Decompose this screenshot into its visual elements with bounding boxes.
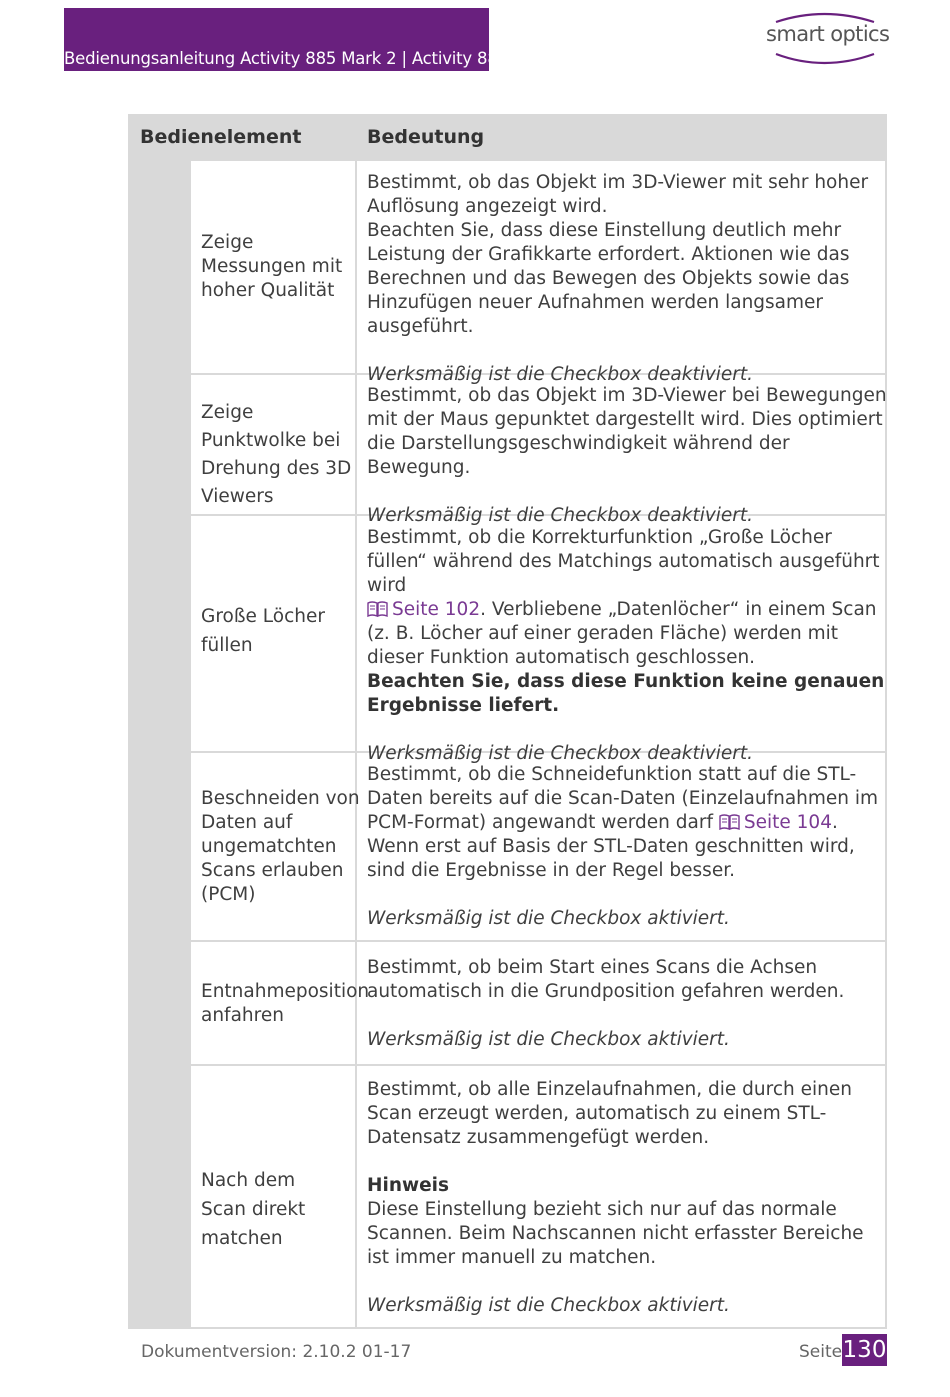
default-note: Werksmäßig ist die Checkbox aktiviert. bbox=[367, 1029, 730, 1050]
table-row bbox=[191, 375, 887, 526]
default-note: Werksmäßig ist die Checkbox deaktiviert. bbox=[367, 505, 754, 526]
table-row bbox=[191, 942, 887, 1066]
table-row bbox=[191, 753, 887, 942]
document-title: Bedienungsanleitung Activity 885 Mark 2 | Activity 888 bbox=[64, 49, 508, 68]
table-row bbox=[191, 161, 887, 385]
document-version: Dokumentversion: 2.10.2 01-17 bbox=[141, 1342, 412, 1362]
page-link-text[interactable]: Seite 104 bbox=[743, 812, 832, 833]
setting-name: Große Löcher füllen bbox=[201, 606, 325, 656]
page-link-text[interactable]: Seite 102 bbox=[392, 599, 481, 620]
header-bedienelement: Bedienelement bbox=[140, 126, 302, 148]
setting-description bbox=[367, 526, 887, 766]
setting-description bbox=[367, 1078, 887, 1318]
book-icon bbox=[719, 814, 740, 830]
table-row bbox=[191, 516, 887, 764]
default-note: Werksmäßig ist die Checkbox deaktiviert. bbox=[367, 743, 754, 764]
description-text: Bestimmt, ob das Objekt im 3D-Viewer mit sehr hoher Auflösung angezeigt wird. bbox=[367, 172, 869, 217]
setting-name: Beschneiden von Daten auf ungematchten Scans erlauben (PCM) bbox=[201, 788, 360, 905]
setting-name: Zeige Punktwolke bei Drehung des 3D Viewers bbox=[201, 402, 352, 507]
smart-optics-logo bbox=[762, 10, 890, 68]
description-text: . Verbliebene „Datenlöcher“ in einem Scan (z. B. Löcher auf einer geraden Fläche) werden mit dieser Funktion automatisch geschlossen. bbox=[367, 599, 877, 668]
setting-name: Zeige Messungen mit hoher Qualität bbox=[201, 232, 343, 301]
description-text: Bestimmt, ob alle Einzelaufnahmen, die durch einen Scan erzeugt werden, automatisch zu einem STL-Datensatz zusammengefügt werden. bbox=[367, 1079, 852, 1148]
table-indent-column bbox=[128, 161, 191, 1329]
book-icon bbox=[367, 601, 388, 617]
hint-title: Hinweis bbox=[367, 1175, 449, 1196]
description-text: Bestimmt, ob das Objekt im 3D-Viewer bei Bewegungen mit der Maus gepunktet dargestellt wird. Dies optimiert die Darstellungsgeschwindigkeit während der Bewegung. bbox=[367, 385, 887, 478]
description-text: Wenn erst auf Basis der STL-Daten geschnitten wird, sind die Ergebnisse in der Regel besser. bbox=[367, 836, 855, 881]
setting-description bbox=[367, 384, 887, 528]
description-text: Bestimmt, ob die Korrekturfunktion „Große Löcher füllen“ während des Matchings automatisch ausgeführt wird bbox=[367, 527, 880, 596]
description-text: Bestimmt, ob beim Start eines Scans die Achsen automatisch in die Grundposition gefahren werden. bbox=[367, 957, 845, 1002]
description-text: Bestimmt, ob die Schneidefunktion statt auf die STL-Daten bereits auf die Scan-Daten (Einzelaufnahmen im PCM-Format) angewandt werden darf bbox=[367, 764, 879, 833]
page-label: Seite bbox=[799, 1342, 843, 1362]
table-row bbox=[191, 1066, 887, 1329]
description-text: . bbox=[831, 812, 838, 833]
setting-name: Entnahmeposition anfahren bbox=[201, 981, 370, 1026]
default-note: Werksmäßig ist die Checkbox aktiviert. bbox=[367, 1295, 730, 1316]
setting-name: Nach dem Scan direkt matchen bbox=[201, 1170, 306, 1249]
default-note: Werksmäßig ist die Checkbox aktiviert. bbox=[367, 908, 730, 929]
setting-description bbox=[367, 956, 887, 1052]
page-link-104[interactable] bbox=[719, 812, 832, 833]
setting-description bbox=[367, 763, 887, 931]
logo-text: smart optics bbox=[766, 22, 890, 46]
warning-text: Beachten Sie, dass diese Funktion keine genauen Ergebnisse liefert. bbox=[367, 671, 885, 716]
hint-text: Diese Einstellung bezieht sich nur auf das normale Scannen. Beim Nachscannen nicht erfasster Bereiche ist immer manuell zu matchen. bbox=[367, 1199, 864, 1268]
default-note: Werksmäßig ist die Checkbox deaktiviert. bbox=[367, 364, 754, 385]
description-text bbox=[367, 763, 887, 835]
description-text bbox=[367, 526, 887, 670]
setting-description bbox=[367, 171, 887, 387]
page-number: 130 bbox=[842, 1334, 887, 1366]
header-bedeutung: Bedeutung bbox=[367, 126, 485, 148]
description-text: Beachten Sie, dass diese Einstellung deutlich mehr Leistung der Grafikkarte erfordert. Aktionen wie das Berechnen und das Bewegen des Objekts sowie das Hinzufügen neuer Aufnahmen werden langsamer ausgeführt. bbox=[367, 220, 850, 337]
settings-table bbox=[128, 114, 887, 1329]
page-link-102[interactable] bbox=[367, 599, 480, 620]
